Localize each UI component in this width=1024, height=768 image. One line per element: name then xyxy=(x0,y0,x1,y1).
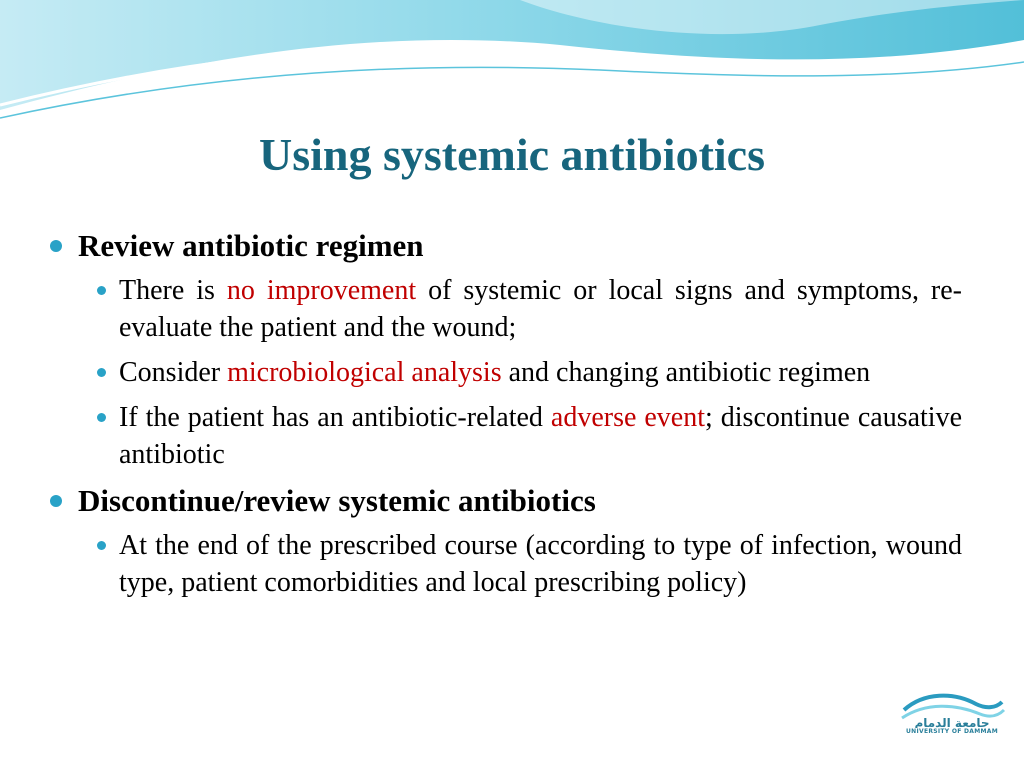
university-logo xyxy=(896,688,1008,750)
logo-english: UNIVERSITY OF DAMMAM xyxy=(905,728,999,735)
bullet-icon xyxy=(97,541,106,550)
logo-wave-icon xyxy=(896,688,1008,728)
sub-list xyxy=(95,527,962,601)
bullet-icon xyxy=(50,495,62,507)
slide-body xyxy=(50,226,962,609)
slide-title: Using systemic antibiotics xyxy=(259,129,765,180)
list-item: At the end of the prescribed course (according to type of infection, wound type, patient comorbidities and local prescribing policy) xyxy=(95,527,962,601)
section-heading-text: Review antibiotic regimen xyxy=(78,228,424,263)
logo-arabic: جامعة الدمام xyxy=(914,716,990,728)
highlight-text: adverse event xyxy=(550,402,706,433)
section-heading xyxy=(50,226,962,266)
bullet-icon xyxy=(97,413,106,422)
list-item: Consider microbiological analysis and changing antibiotic regimen xyxy=(95,354,962,391)
bullet-icon xyxy=(50,240,62,252)
list-item: If the patient has an antibiotic-related adverse event; discontinue causative antibiotic xyxy=(95,399,962,473)
header-wave-decoration xyxy=(0,0,1024,130)
bullet-icon xyxy=(97,286,106,295)
highlight-text: microbiological analysis xyxy=(227,357,502,388)
section-heading xyxy=(50,481,962,521)
sub-list xyxy=(95,272,962,473)
section-heading-text: Discontinue/review systemic antibiotics xyxy=(78,483,596,518)
highlight-text: no improvement xyxy=(226,275,417,306)
bullet-icon xyxy=(97,368,106,377)
list-item: There is no improvement of systemic or local signs and symptoms, re-evaluate the patient and the wound; xyxy=(95,272,962,346)
